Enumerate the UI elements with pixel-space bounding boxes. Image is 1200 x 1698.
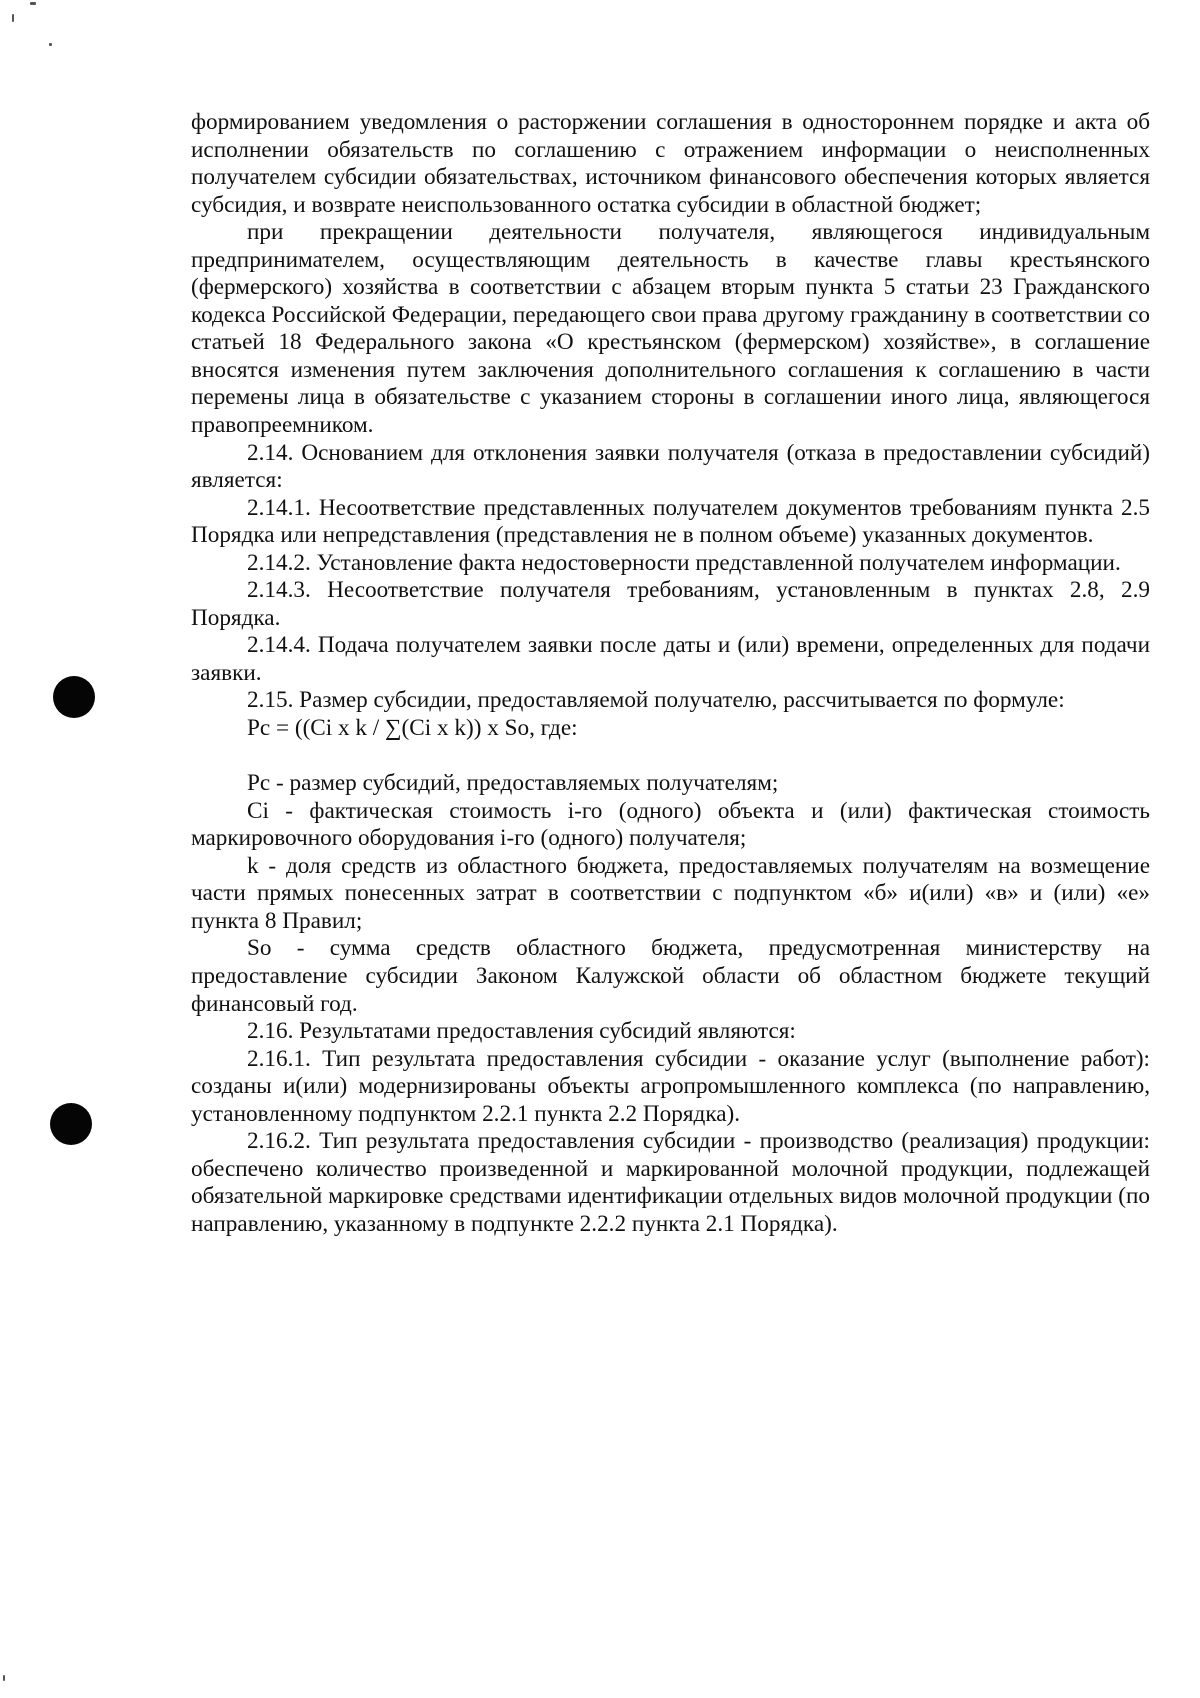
scan-speck: [12, 14, 14, 22]
scan-speck: [30, 2, 36, 5]
paragraph-2-14-4: 2.14.4. Подача получателем заявки после даты и (или) времени, определенных для подачи заявки.: [191, 632, 1150, 686]
paragraph-2-16-2: 2.16.2. Тип результата предоставления субсидии - производство (реализация) продукции: обеспечено количество произведенной и маркированной молочной продукции, подлежащей обязательной маркировке средствами идентификации отдельных видов молочной продукции (по направлению, указанному в подпункте 2.2.2 пункта 2.1 Порядка).: [191, 1128, 1150, 1237]
paragraph-2-14-2: 2.14.2. Установление факта недостоверности представленной получателем информации.: [247, 549, 1121, 576]
paragraph-continuation: формированием уведомления о расторжении соглашения в одностороннем порядке и акта об исполнении обязательств по соглашению с отражением информации о неисполненных получателем субсидии обязательствах, источником финансового обеспечения которых является субсидия, и возврате неиспользованного остатка субсидии в областной бюджет;: [191, 109, 1150, 218]
scan-speck: [49, 43, 52, 46]
document-body: [191, 109, 1150, 1238]
scan-speck: [3, 1675, 5, 1681]
paragraph-2-16-1: 2.16.1. Тип результата предоставления субсидии - оказание услуг (выполнение работ): созданы и(или) модернизированы объекты агропромышленного комплекса (по направлению, установленному подпунктом 2.2.1 пункта 2.2 Порядка).: [191, 1045, 1150, 1127]
paragraph-farm-termination: при прекращении деятельности получателя, являющегося индивидуальным предпринимателем, осуществляющим деятельность в качестве главы крестьянского (фермерского) хозяйства в соответствии с абзацем вторым пункта 5 статьи 23 Гражданского кодекса Российской Федерации, передающего свои права другому гражданину в соответствии со статьей 18 Федерального закона «О крестьянском (фермерском) хозяйстве», в соглашение вносятся изменения путем заключения дополнительного соглашения к соглашению в части перемены лица в обязательстве с указанием стороны в соглашении иного лица, являющегося правопреемником.: [191, 219, 1150, 439]
definition-pc: Рс - размер субсидий, предоставляемых получателям;: [247, 770, 779, 797]
subsidy-formula: Рс = ((Ci x k / ∑(Ci x k)) x So, где:: [247, 715, 578, 742]
definition-k: k - доля средств из областного бюджета, предоставляемых получателям на возмещение части прямых понесенных затрат в соответствии с подпунктом «б» и(или) «в» и (или) «е» пункта 8 Правил;: [191, 852, 1150, 934]
punch-hole: [50, 1103, 92, 1145]
definition-ci: Ci - фактическая стоимость i-го (одного) объекта и (или) фактическая стоимость маркировочного оборудования i-го (одного) получателя;: [191, 797, 1150, 852]
paragraph-2-16: 2.16. Результатами предоставления субсидий являются:: [247, 1018, 796, 1045]
paragraph-2-14-1: 2.14.1. Несоответствие представленных получателем документов требованиям пункта 2.5 Порядка или непредставления (представления не в полном объеме) указанных документов.: [191, 494, 1150, 549]
definition-so: So - сумма средств областного бюджета, предусмотренная министерству на предоставление субсидии Законом Калужской области об областном бюджете текущий финансовый год.: [191, 935, 1150, 1017]
paragraph-2-14: 2.14. Основанием для отклонения заявки получателя (отказа в предоставлении субсидий) является:: [191, 439, 1150, 494]
paragraph-2-15: 2.15. Размер субсидии, предоставляемой получателю, рассчитывается по формуле:: [247, 687, 1065, 714]
paragraph-2-14-3: 2.14.3. Несоответствие получателя требованиям, установленным в пунктах 2.8, 2.9 Порядка.: [191, 577, 1150, 631]
punch-hole: [53, 676, 95, 718]
